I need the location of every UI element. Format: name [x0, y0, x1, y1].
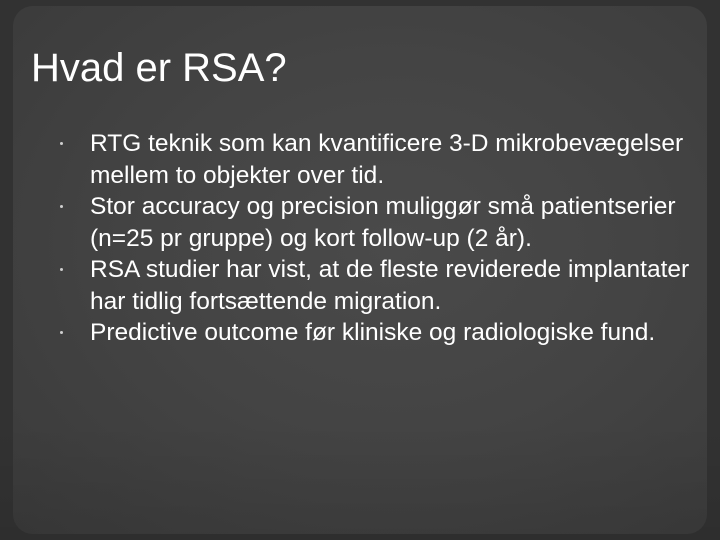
slide-title: Hvad er RSA? — [31, 46, 287, 90]
bullet-item-1 — [60, 128, 712, 191]
bullet-item-2 — [60, 191, 712, 254]
bullet-list — [60, 128, 712, 349]
dot-bullet-icon — [60, 331, 63, 334]
bullet-text-1: RTG teknik som kan kvantificere 3-D mikrobevægelser mellem to objekter over tid. — [90, 130, 684, 189]
bullet-text-4: Predictive outcome før kliniske og radiologiske fund. — [90, 319, 656, 346]
bullet-text-2: Stor accuracy og precision muliggør små patientserier (n=25 pr gruppe) og kort follow-up (2 år). — [90, 193, 676, 252]
bullet-item-3 — [60, 254, 712, 317]
bullet-item-4 — [60, 317, 712, 349]
dot-bullet-icon — [60, 142, 63, 145]
dot-bullet-icon — [60, 268, 63, 271]
dot-bullet-icon — [60, 205, 63, 208]
bullet-text-3: RSA studier har vist, at de fleste reviderede implantater har tidlig fortsættende migration. — [90, 256, 690, 315]
